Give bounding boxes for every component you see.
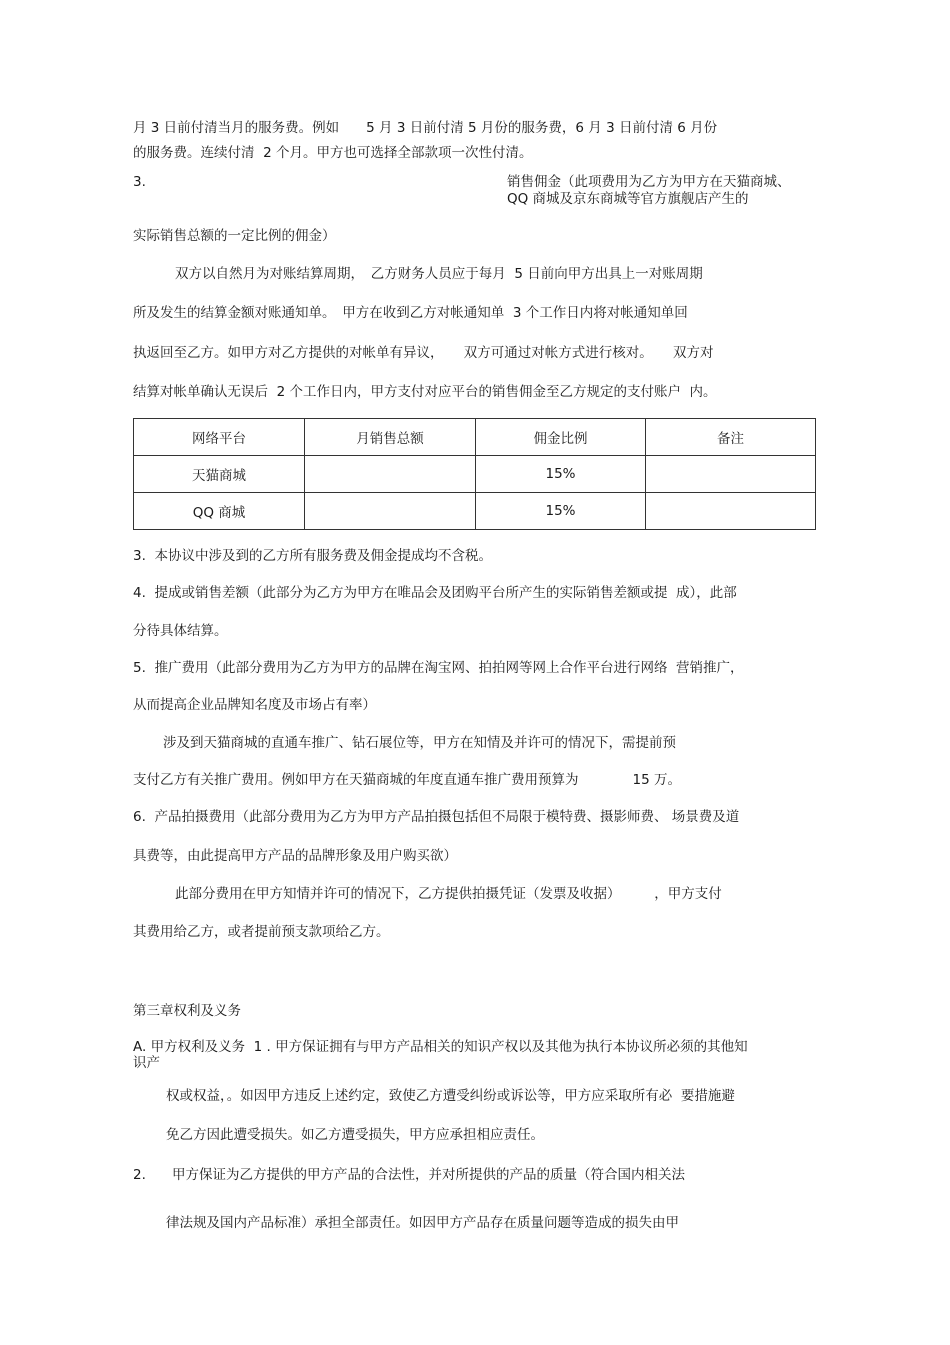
table-cell: QQ 商城 [134, 493, 305, 530]
paragraph-line: 分待具体结算。 [133, 623, 228, 639]
paragraph-line: 4. 提成或销售差额（此部分为乙方为甲方在唯品会及团购平台所产生的实际销售差额或提 成），此部 [133, 585, 737, 601]
paragraph-line: 其费用给乙方，或者提前预支款项给乙方。 [133, 924, 390, 940]
table-cell [305, 456, 476, 493]
paragraph-line: 免乙方因此遭受损失。如乙方遭受损失，甲方应承担相应责任。 [166, 1127, 544, 1143]
table-header-cell: 网络平台 [134, 419, 305, 456]
paragraph-line: 甲方保证为乙方提供的甲方产品的合法性，并对所提供的产品的质量（符合国内相关法 [172, 1167, 685, 1183]
table-row [134, 456, 816, 493]
paragraph-line: 从而提高企业品牌知名度及市场占有率） [133, 697, 376, 713]
paragraph-line: 双方以自然月为对账结算周期， 乙方财务人员应于每月 5 日前向甲方出具上一对账周期 [175, 266, 703, 282]
table-cell [646, 456, 816, 493]
paragraph-line: 月 3 日前付清当月的服务费。例如 5 月 3 日前付清 5 月份的服务费，6 月 3 日前付清 6 月份 [133, 120, 718, 136]
chapter-heading: 第三章权利及义务 [133, 1003, 241, 1019]
paragraph-line: 权或权益，。如因甲方违反上述约定，致使乙方遭受纠纷或诉讼等，甲方应采取所有必 要措施避 [166, 1088, 735, 1104]
paragraph-line: 结算对帐单确认无误后 2 个工作日内，甲方支付对应平台的销售佣金至乙方规定的支付账户 内。 [133, 384, 717, 400]
paragraph-line: 销售佣金（此项费用为乙方为甲方在天猫商城、 [507, 174, 791, 190]
paragraph-line: 涉及到天猫商城的直通车推广、钻石展位等，甲方在知情及并许可的情况下，需提前预 [163, 735, 676, 751]
table-row [134, 493, 816, 530]
paragraph-line: 识产 [133, 1055, 160, 1071]
paragraph-line: A. 甲方权利及义务 1 . 甲方保证拥有与甲方产品相关的知识产权以及其他为执行本协议所必须的其他知 [133, 1039, 748, 1055]
paragraph-line: 律法规及国内产品标准）承担全部责任。如因甲方产品存在质量问题等造成的损失由甲 [166, 1215, 679, 1231]
paragraph-line: 此部分费用在甲方知情并许可的情况下，乙方提供拍摄凭证（发票及收据） ，甲方支付 [175, 886, 722, 902]
paragraph-line: 5. 推广费用（此部分费用为乙方为甲方的品牌在淘宝网、拍拍网等网上合作平台进行网络 营销推广， [133, 660, 744, 676]
table-cell [305, 493, 476, 530]
table-header-cell: 佣金比例 [476, 419, 646, 456]
item-number: 3. [133, 174, 146, 190]
paragraph-line: 具费等，由此提高甲方产品的品牌形象及用户购买欲） [133, 848, 457, 864]
table-cell: 天猫商城 [134, 456, 305, 493]
paragraph-line: 3. 本协议中涉及到的乙方所有服务费及佣金提成均不含税。 [133, 548, 492, 564]
item-number: 2. [133, 1167, 146, 1183]
paragraph-line: 6. 产品拍摄费用（此部分费用为乙方为甲方产品拍摄包括但不局限于模特费、摄影师费、 场景费及道 [133, 809, 740, 825]
table-cell: 15% [476, 493, 646, 530]
paragraph-line: 支付乙方有关推广费用。例如甲方在天猫商城的年度直通车推广费用预算为 15 万。 [133, 772, 681, 788]
commission-table [133, 418, 816, 530]
table-header-row [134, 419, 816, 456]
paragraph-line: 所及发生的结算金额对账通知单。 甲方在收到乙方对帐通知单 3 个工作日内将对帐通知单回 [133, 305, 688, 321]
table-cell [646, 493, 816, 530]
paragraph-line: 实际销售总额的一定比例的佣金） [133, 228, 336, 244]
table-header-cell: 月销售总额 [305, 419, 476, 456]
table-cell: 15% [476, 456, 646, 493]
table-header-cell: 备注 [646, 419, 816, 456]
paragraph-line: QQ 商城及京东商城等官方旗舰店产生的 [507, 191, 749, 207]
paragraph-line: 的服务费。连续付清 2 个月。甲方也可选择全部款项一次性付清。 [133, 145, 533, 161]
paragraph-line: 执返回至乙方。如甲方对乙方提供的对帐单有异议， 双方可通过对帐方式进行核对。 双方对 [133, 345, 714, 361]
